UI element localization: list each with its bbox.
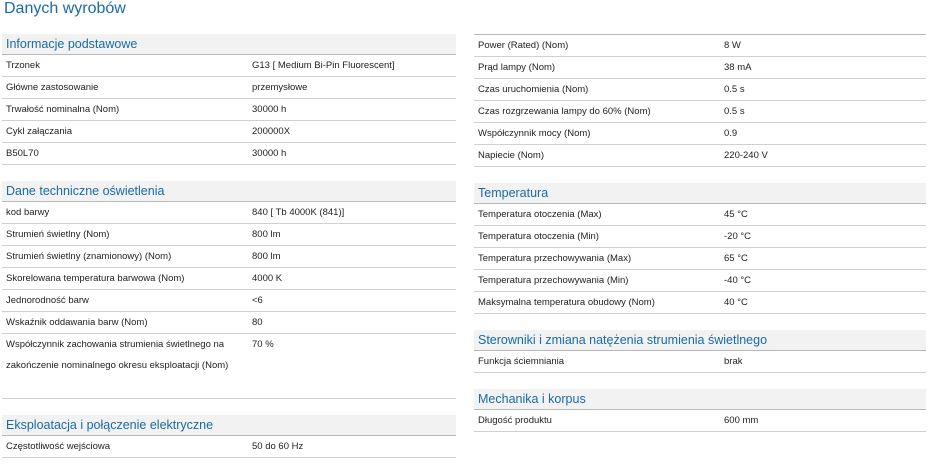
spec-label: Maksymalna temperatura obudowy (Nom) xyxy=(478,297,655,308)
section-heading: Sterowniki i zmiana natężenia strumienia świetlnego xyxy=(474,330,926,351)
spec-value: G13 [ Medium Bi-Pin Fluorescent] xyxy=(252,60,395,71)
spec-label: Temperatura przechowywania (Max) xyxy=(478,253,632,264)
spec-value: 80 xyxy=(252,317,263,328)
spec-value: 840 [ Tb 4000K (841)] xyxy=(252,207,345,218)
spec-label: Strumień świetlny (Nom) xyxy=(6,229,110,240)
spec-label: Strumień świetlny (znamionowy) (Nom) xyxy=(6,251,172,262)
spec-value: <6 xyxy=(252,295,263,306)
spec-label: Power (Rated) (Nom) xyxy=(478,40,569,51)
spec-row xyxy=(2,246,456,268)
section-heading: Mechanika i korpus xyxy=(474,389,926,410)
spec-label: Współczynnik mocy (Nom) xyxy=(478,128,591,139)
spec-value: 0.5 s xyxy=(724,106,745,117)
spec-row xyxy=(2,224,456,246)
spec-value: 38 mA xyxy=(724,62,752,73)
section-light-tech xyxy=(2,181,456,399)
spec-label: Czas rozgrzewania lampy do 60% (Nom) xyxy=(478,106,651,117)
spec-row xyxy=(2,290,456,312)
spec-label: Skorelowana temperatura barwowa (Nom) xyxy=(6,273,185,284)
spec-value: przemysłowe xyxy=(252,82,308,93)
spec-label: Współczynnik zachowania strumienia świetlnego na zakończenie nominalnego okresu eksploatacji (Nom) xyxy=(6,339,229,371)
spec-row xyxy=(474,57,926,79)
spec-value: 600 mm xyxy=(724,415,759,426)
spec-row xyxy=(2,312,456,334)
spec-label: B50L70 xyxy=(6,148,39,159)
spec-row xyxy=(2,436,456,458)
spec-row xyxy=(474,101,926,123)
spec-row xyxy=(2,202,456,224)
spec-value: 40 °C xyxy=(724,297,748,308)
section-mechanics xyxy=(474,389,926,432)
spec-value: 0.5 s xyxy=(724,84,745,95)
spec-label: Temperatura otoczenia (Max) xyxy=(478,209,602,220)
spec-row xyxy=(2,334,456,399)
page-title: Danych wyrobów xyxy=(4,0,126,17)
section-heading: Temperatura xyxy=(474,183,926,204)
spec-value: 800 lm xyxy=(252,251,281,262)
spec-value: 8 W xyxy=(724,40,741,51)
spec-label: Temperatura otoczenia (Min) xyxy=(478,231,599,242)
spec-row xyxy=(2,77,456,99)
spec-row xyxy=(474,270,926,292)
section-temperature xyxy=(474,183,926,314)
spec-row xyxy=(474,34,926,57)
spec-value: brak xyxy=(724,356,743,367)
section-heading: Eksploatacja i połączenie elektryczne xyxy=(2,415,456,436)
spec-value: 45 °C xyxy=(724,209,748,220)
spec-value: 220-240 V xyxy=(724,150,768,161)
spec-row xyxy=(474,79,926,101)
spec-row xyxy=(474,226,926,248)
section-power xyxy=(474,34,926,167)
spec-row xyxy=(2,121,456,143)
spec-label: Prąd lampy (Nom) xyxy=(478,62,556,73)
spec-label: kod barwy xyxy=(6,207,50,218)
spec-label: Jednorodność barw xyxy=(6,295,89,306)
spec-row xyxy=(474,204,926,226)
spec-value: 30000 h xyxy=(252,104,287,115)
spec-row xyxy=(2,99,456,121)
spec-row xyxy=(474,145,926,167)
right-column xyxy=(474,34,926,432)
spec-value: 0.9 xyxy=(724,128,738,139)
spec-row xyxy=(2,268,456,290)
spec-label: Funkcja ściemniania xyxy=(478,356,565,367)
spec-row xyxy=(474,292,926,314)
spec-value: 4000 K xyxy=(252,273,283,284)
section-dimming xyxy=(474,330,926,373)
spec-label: Częstotliwość wejściowa xyxy=(6,441,111,452)
spec-label: Trwałość nominalna (Nom) xyxy=(6,104,120,115)
spec-row xyxy=(474,410,926,432)
spec-value: -20 °C xyxy=(724,231,752,242)
spec-row xyxy=(2,143,456,165)
spec-value: -40 °C xyxy=(724,275,752,286)
spec-label: Temperatura przechowywania (Min) xyxy=(478,275,629,286)
section-heading: Informacje podstawowe xyxy=(2,34,456,55)
section-basic-info xyxy=(2,34,456,165)
spec-row xyxy=(474,351,926,373)
spec-row xyxy=(474,248,926,270)
left-column xyxy=(2,34,456,458)
spec-label: Cykl załączania xyxy=(6,126,72,137)
spec-value: 200000X xyxy=(252,126,291,137)
spec-label: Trzonek xyxy=(6,60,40,71)
spec-value: 50 do 60 Hz xyxy=(252,441,304,452)
spec-row xyxy=(2,55,456,77)
spec-value: 65 °C xyxy=(724,253,748,264)
spec-label: Napiecie (Nom) xyxy=(478,150,544,161)
section-heading: Dane techniczne oświetlenia xyxy=(2,181,456,202)
spec-value: 30000 h xyxy=(252,148,287,159)
spec-label: Czas uruchomienia (Nom) xyxy=(478,84,589,95)
spec-row xyxy=(474,123,926,145)
spec-label: Długość produktu xyxy=(478,415,552,426)
spec-value: 70 % xyxy=(252,339,274,350)
spec-value: 800 lm xyxy=(252,229,281,240)
spec-label: Wskaźnik oddawania barw (Nom) xyxy=(6,317,148,328)
section-electrical xyxy=(2,415,456,458)
spec-label: Główne zastosowanie xyxy=(6,82,99,93)
